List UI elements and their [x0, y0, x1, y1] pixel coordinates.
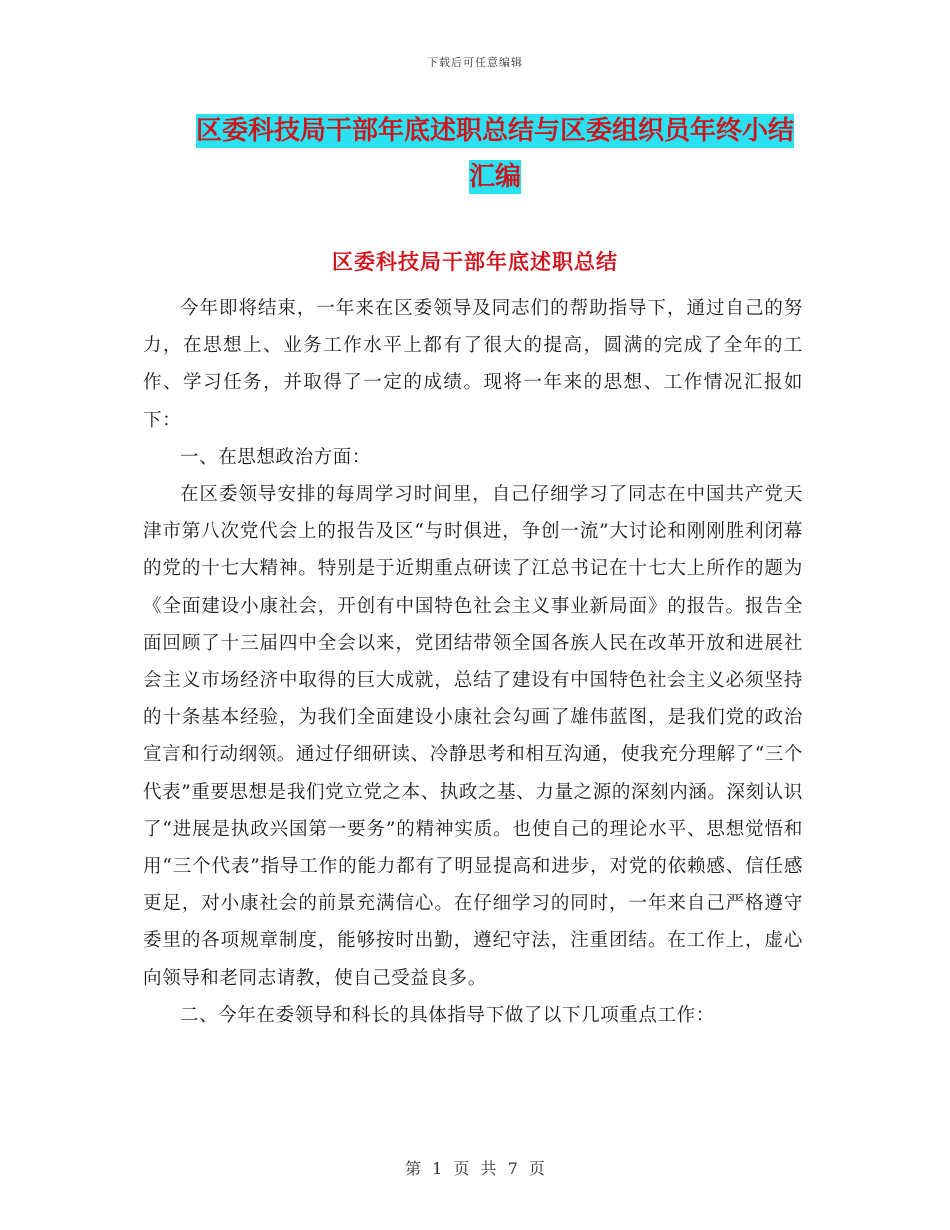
- paragraph-political-study: 在区委领导安排的每周学习时间里，自己仔细学习了同志在中国共产党天津市第八次党代会上的报告及区“与时俱进，争创一流”大讨论和刚刚胜利闭幕的党的十七大精神。特别是于近期重点研读了江总书记在十七大上所作的题为《全面建设小康社会，开创有中国特色社会主义事业新局面》的报告。报告全面回顾了十三届四中全会以来，党团结带领全国各族人民在改革开放和进展社会主义市场经济中取得的巨大成就，总结了建设有中国特色社会主义必须坚持的十条基本经验，为我们全面建设小康社会勾画了雄伟蓝图，是我们党的政治宣言和行动纲领。通过仔细研读、冷静思考和相互沟通，使我充分理解了“三个代表”重要思想是我们党立党之本、执政之基、力量之源的深刻内涵。深刻认识了“进展是执政兴国第一要务”的精神实质。也使自己的理论水平、思想觉悟和用“三个代表”指导工作的能力都有了明显提高和进步，对党的依赖感、信任感更足，对小康社会的前景充满信心。在仔细学习的同时，一年来自己严格遵守委里的各项规章制度，能够按时出勤，遵纪守法，注重团结。在工作上，虚心向领导和老同志请教，使自己受益良多。: [143, 484, 803, 989]
- document-title-line-1: 区委科技局干部年底述职总结与区委组织员年终小结: [195, 116, 794, 146]
- paragraph-heading-2: 二、今年在委领导和科长的具体指导下做了以下几项重点工作：: [180, 1004, 715, 1026]
- page-number-footer: 第 1 页 共 7 页: [405, 1159, 545, 1178]
- paragraph-intro: 今年即将结束，一年来在区委领导及同志们的帮助指导下，通过自己的努力，在思想上、业务工作水平上都有了很大的提高，圆满的完成了全年的工作、学习任务，并取得了一定的成绩。现将一年来的思想、工作情况汇报如下：: [143, 298, 803, 431]
- document-title-line-2: 汇编: [468, 162, 521, 192]
- page-header-note: 下载后可任意编辑: [427, 56, 523, 69]
- document-title: [185, 108, 805, 200]
- section-title: 区委科技局干部年底述职总结: [332, 250, 618, 274]
- document-body: [143, 290, 803, 1034]
- paragraph-heading-1: 一、在思想政治方面：: [180, 446, 372, 468]
